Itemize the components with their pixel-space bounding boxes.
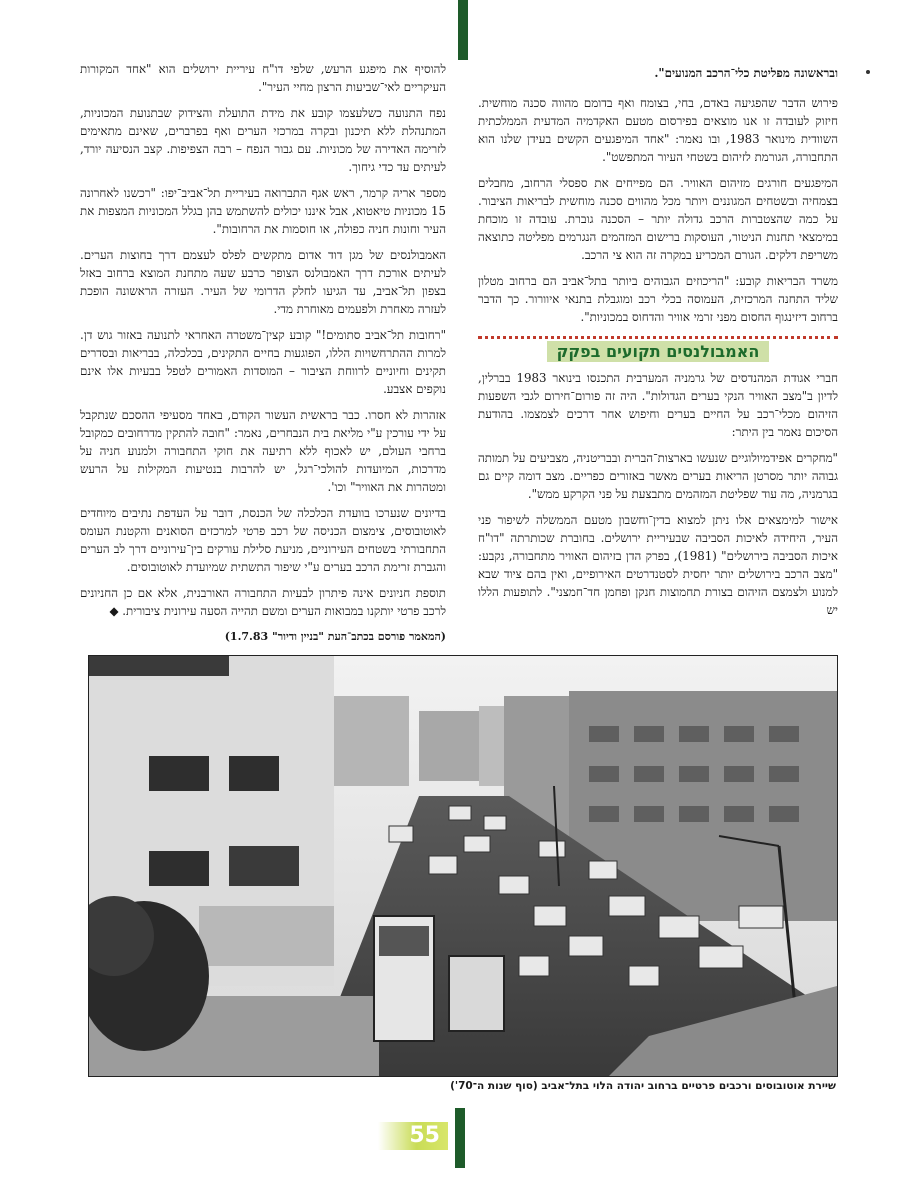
paragraph: נפח התנועה כשלעצמו קובע את מידת התועלת והצידוק שבתנועת המכוניות, המתנהלת ללא תיכנון ובקרה במרכזי הערים ואף בפרברים, שאינם מתאימים לזרימה האדירה של מכוניות. עם גבור הנפח – רבה הצפיפות. קצב הנסיעה יורד, לעיתים עד כדי גיחוך. [80, 106, 446, 174]
photo-caption: שיירת אוטובוסים ורכבים פרטיים ברחוב יהודה הלוי בתל־אביב (סוף שנות ה־70') [450, 1080, 836, 1092]
lead-paragraph: ובראשונה מפליטת כלי־הרכב המנועים". [654, 66, 838, 80]
paragraph: בדיונים שנערכו בוועדת הכלכלה של הכנסת, דובר על העדפת נתיבים מיוחדים לאוטובוסים, צימצום הכניסה של רכב פרטי למרכזים הסואנים והקטנת העומס התחבורתי בשטחים העירוניים, מניעת סלילת עורקים בין־עירוניים דרך לב הערים והגברת זרימת הרכב בערים ע"י שיפור התשתית שמיועדת לאוטובוסים. [80, 506, 446, 574]
paragraph: פירוש הדבר שהפגיעה באדם, בחי, בצומח ואף בדומם מהווה סכנה מוחשית. חיזוק לעובדה זו אנו מוצאים בפירסום מטעם האקדמיה המדעית הממלכתית השוודית מינואר 1983, ובו נאמר: "אחד המיפגעים הקשים בעידן שלנו הוא התחבורה, הגורמת לזיהום בשטחי העיור המתפשט". [478, 96, 839, 164]
paragraph: "מחקרים אפידמיולוגיים שנעשו בארצות־הברית ובבריטניה, מצביעים על תמותה גבוהה יותר מסרטן הריאות בערים מאשר באזורים כפריים. מצב דומה קיים גם בגרמניה, מה עוד שפליטת המזהמים מתבצעת על פני הקרקע ממש". [478, 451, 838, 501]
bullet-mark [866, 70, 870, 74]
section-heading [478, 343, 838, 361]
paragraph: חברי אגודת המהנדסים של גרמניה המערבית התכנסו בינואר 1983 בברלין, לדיון ב"מצב האוויר הנקי בערים הגדולות". היה זה פורום־חירום לגבי השפעות הזיהום מכלי־רכב על החיים בערים וחיפוש אחר דרכים לצמצמו. בהודעת הסיכום נאמר בין היתר: [478, 371, 838, 439]
paragraph: אישור למימצאים אלו ניתן למצוא בדין־וחשבון מטעם הממשלה לשיפור פני העיר, היחידה לאיכות הסביבה שבעיריית ירושלים. בחוברת שכותרתה "דו"ח איכות הסביבה בירושלים" (1981), בפרק הדן בזיהום האוויר מתחבורה, נקבע: "מצב הרכב בירושלים יותר יחסית לסטנדרטים האירופיים, ואין בהם ציוד שבא למנוע ולצמצם הזיהום בצורת תחמוצות חנקן ופחמן חד־חמצני". לתופעות הללו יש [478, 513, 838, 617]
left-text-column [80, 60, 446, 654]
source-credit: (המאמר פורסם בכתב־העת "בניין ודיור" 1.7.83) [224, 630, 446, 643]
paragraph: אזהרות לא חסרו. כבר בראשית העשור הקודם, באחד מסעיפי ההסכם שנתקבל על ידי עורכין ע"י מליאת בית הנבחרים, נאמר: "חובה להתקין מדרחובים כמקובל ברחבי העולם, יש לאכוף ללא רתיעה את חוקי התחבורה ולמנוע חניה על מדרכות, המיועדות להולכי־רגל, יש להרבות בנטיעות המקילות על הרעש ומטהרות את האוויר" וכו'. [80, 408, 446, 494]
street-photo [88, 655, 838, 1077]
street-photo-illustration [89, 656, 837, 1076]
paragraph: להוסיף את מיפגע הרעש, שלפי דו"ח עיריית ירושלים הוא "אחד המקורות העיקריים לאי־שביעות הרצון מחיי העיר". [80, 62, 446, 94]
section-heading-text: האמבולנסים תקועים בפקק [547, 341, 770, 362]
top-accent-bar [458, 0, 468, 60]
bottom-accent-bar [455, 1108, 465, 1168]
right-text-column [478, 64, 838, 627]
paragraph: האמבולנסים של מגן דוד אדום מתקשים לפלס לעצמם דרך בחוצות הערים. לעיתים אורכת דרך האמבולנס הצופר כרבע שעה מתחנת המוצא ברחוב באזל בצפון תל־אביב, עד הגיעו לחלק הדרומי של העיר. העזרה הראשונה הופכת לעזרה מאחרת ולפעמים מאוחרת מדי. [80, 248, 446, 316]
paragraph: מספר אריה קרמר, ראש אגף התברואה בעיריית תל־אביב־יפו: "רכשנו לאחרונה 15 מכוניות טיאטוא, אבל איננו יכולים להשתמש בהן בגלל המכוניות המצפות את העיר וחונות חניה כפולה, או חוסמות את הרחובות". [80, 186, 446, 236]
page-number: 55 [378, 1122, 448, 1150]
paragraph: המיפגעים חורגים מזיהום האוויר. הם מפייחים את ספסלי הרחוב, מחבלים בצמחיה ובשטחים המגוננים ויותר מכל מהווים סכנה מוחשית לבריאות הציבור. על כמה שהצטברות הרכב גדולה יותר – הסכנה גוברת. עובדה זו מוכחת במימצאי תחנות הניטור, העוסקות ברישום המזהמים הנגרמים מפליטה כתוצאה משריפת דלקים. הגורם המכריע במקרה זה הוא צי הרכב. [478, 176, 838, 262]
paragraph: משרד הבריאות קובע: "הריכוזים הגבוהים ביותר בתל־אביב הם ברחוב מטלון שליד התחנה המרכזית, העמוסה בכלי רכב ומוגבלת בתנאי איוורור. כך הדבר ברחוב דיזינגוף החסום מפני זרמי אוויר והדחוס במכוניות". [478, 274, 838, 324]
paragraph: תוספת חניונים אינה פיתרון לבעיות התחבורה האורבנית, אלא אם כן החניונים לרכב פרטי יותקנו במבואות הערים ומשם תהייה הסעה עירונית ציבורית. ◆ [80, 586, 446, 618]
section-divider [478, 336, 838, 339]
paragraph: "רחובות תל־אביב סתומים!" קובע קצין־משטרה האחראי לתנועה באזור גוש דן. למרות ההתרחשויות הללו, הפוגעות בחיים התקינים, בכלכלה, בבריאות ובסדרים תקינים וחיוניים לרווחת הציבור – המוסדות האמורים לטפל בבעיות אלו אינם נוקפים אצבע. [80, 328, 446, 396]
